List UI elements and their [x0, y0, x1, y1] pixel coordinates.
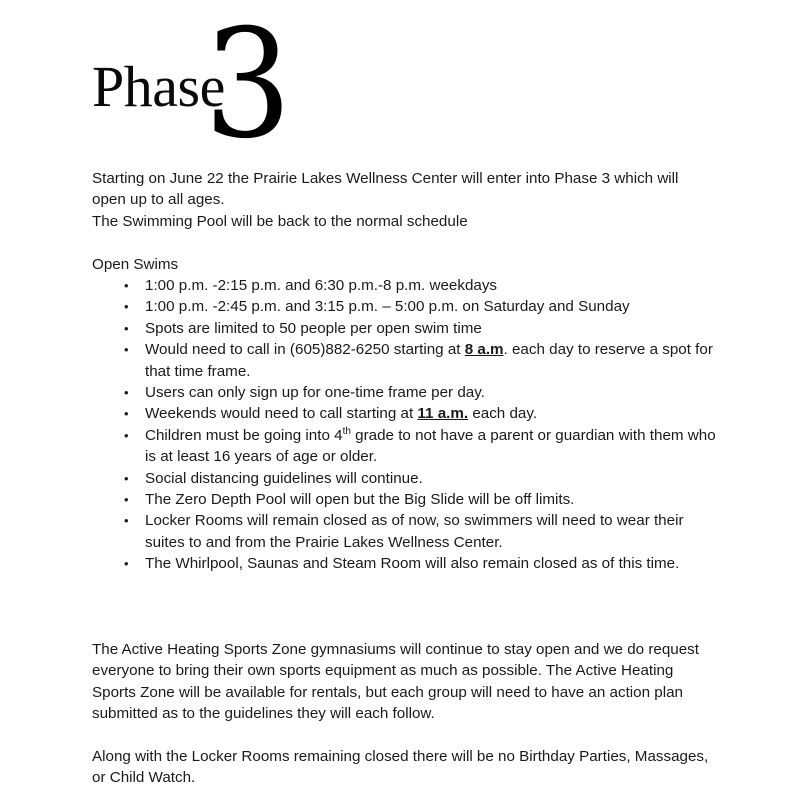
logo-numeral-three: 3 [204, 0, 292, 172]
phase3-logo [92, 0, 352, 172]
list-item: • Spots are limited to 50 people per open swim time [92, 318, 716, 339]
emphasis-call-time-weekday: 8 a.m [464, 341, 504, 359]
list-item-text-post: . each day to reserve a spot for that time frame. [145, 341, 713, 380]
list-item: • 1:00 p.m. -2:15 p.m. and 6:30 p.m.-8 p.m. weekdays [92, 275, 716, 296]
logo-word-phase: Phase [92, 54, 225, 119]
list-item-text-post: grade to not have a parent or guardian with them who is at least 16 years of age or older. [145, 426, 716, 466]
list-item-text-pre: Would need to call in (605)882-6250 starting at [145, 341, 465, 359]
document-body [92, 168, 716, 789]
closing-paragraph-2: Along with the Locker Rooms remaining closed there will be no Birthday Parties, Massages, or Child Watch. [92, 747, 709, 787]
list-item-text-pre: Weekends would need to call starting at [145, 405, 418, 423]
list-item [92, 339, 716, 382]
spacer [92, 725, 716, 746]
list-item-text-pre: Children must be going into 4 [145, 426, 343, 444]
emphasis-call-time-weekend: 11 a.m. [417, 405, 469, 423]
list-item: • The Whirlpool, Saunas and Steam Room will also remain closed as of this time. [92, 553, 716, 574]
list-item: • Users can only sign up for one-time frame per day. [92, 382, 716, 403]
list-item: • Social distancing guidelines will continue. [92, 468, 716, 489]
list-item [92, 403, 716, 424]
spacer [92, 232, 716, 253]
spacer [92, 617, 716, 638]
ordinal-suffix: th [342, 425, 351, 437]
closing-paragraph-1: The Active Heating Sports Zone gymnasiums will continue to stay open and we do request everyone to bring their own sports equipment as much as possible. The Active Heating Sports Zone will be available for rentals, but each group will need to have an action plan submitted as to the guidelines they will each follow. [92, 640, 699, 723]
list-item-text-post: each day. [468, 405, 538, 423]
list-item: • 1:00 p.m. -2:45 p.m. and 3:15 p.m. – 5:00 p.m. on Saturday and Sunday [92, 296, 716, 317]
open-swims-list [92, 275, 716, 575]
spacer [92, 575, 716, 596]
intro-paragraph-1: Starting on June 22 the Prairie Lakes Wellness Center will enter into Phase 3 which will open up to all ages. [92, 170, 679, 209]
intro-paragraph-2: The Swimming Pool will be back to the normal schedule [92, 212, 468, 230]
list-item: • The Zero Depth Pool will open but the Big Slide will be off limits. [92, 489, 716, 510]
spacer [92, 596, 716, 617]
list-item: • Locker Rooms will remain closed as of now, so swimmers will need to wear their suites to and from the Prairie Lakes Wellness Center. [92, 510, 716, 553]
list-item [92, 425, 716, 468]
section-heading-open-swims: Open Swims [92, 255, 179, 273]
